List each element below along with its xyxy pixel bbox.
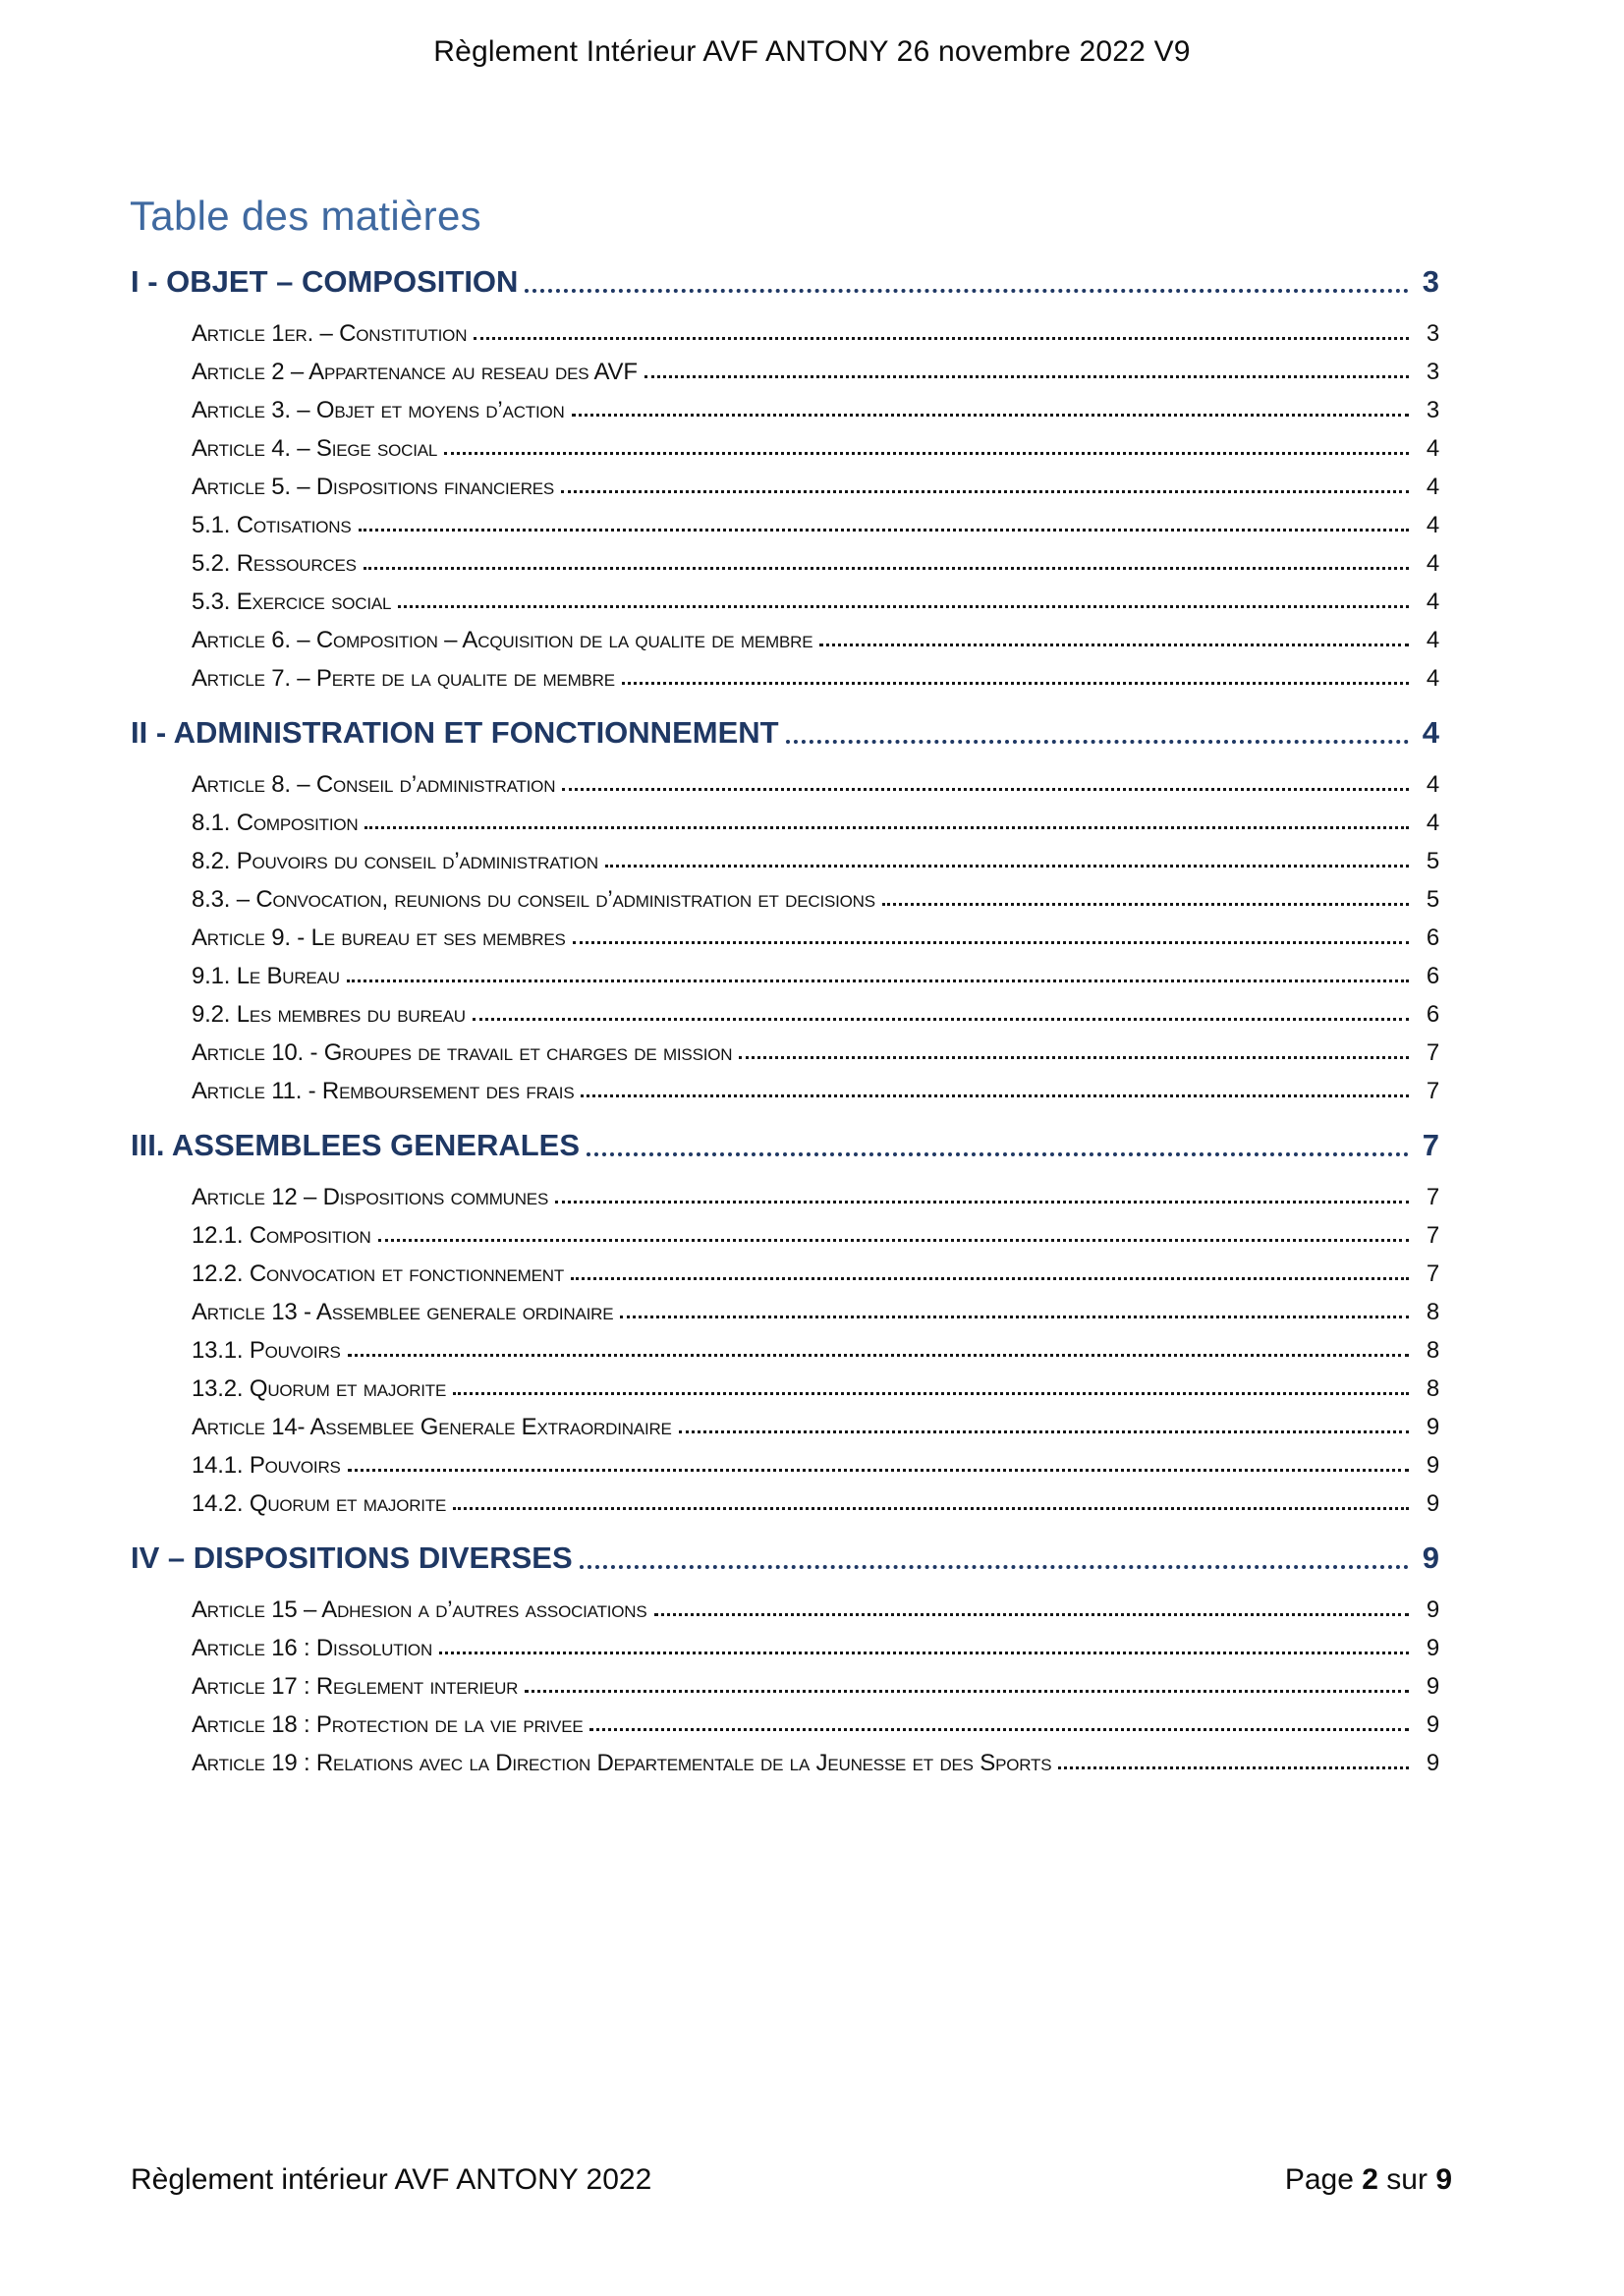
toc-entry-page-number: 9: [1426, 1673, 1439, 1700]
toc-entry-label: Article 7. – Perte de la qualite de membre: [192, 665, 615, 692]
toc-article-row[interactable]: [192, 887, 1439, 912]
toc-entry-page-number: 6: [1426, 924, 1439, 951]
toc-leader-dots: [605, 865, 1409, 868]
toc-entry-label: Article 3. – Objet et moyens d’action: [192, 397, 565, 423]
toc-leader-dots: [364, 567, 1409, 570]
toc-leader-dots: [571, 1277, 1409, 1280]
toc-entry-label: Article 13 - Assemblee generale ordinaire: [192, 1299, 614, 1325]
toc-entry-label: IV – DISPOSITIONS DIVERSES: [131, 1540, 573, 1575]
toc-entry-label: Article 14- Assemblee Generale Extraordinaire: [192, 1414, 672, 1440]
toc-article-row[interactable]: [192, 475, 1439, 499]
toc-entry-label: 8.2. Pouvoirs du conseil d’administration: [192, 848, 598, 874]
table-of-contents: [131, 263, 1439, 1789]
toc-article-row[interactable]: [192, 1751, 1439, 1775]
toc-entry-label: Article 10. - Groupes de travail et charges de mission: [192, 1039, 733, 1066]
toc-article-row[interactable]: [192, 398, 1439, 422]
footer-of-word: sur: [1377, 2163, 1436, 2196]
toc-leader-dots: [739, 1056, 1409, 1059]
toc-entry-page-number: 9: [1426, 1750, 1439, 1776]
toc-entry-page-number: 7: [1426, 1184, 1439, 1210]
toc-entry-label: 13.1. Pouvoirs: [192, 1337, 341, 1364]
toc-article-row[interactable]: [192, 1376, 1439, 1401]
toc-article-row[interactable]: [192, 1185, 1439, 1209]
toc-article-row[interactable]: [192, 1223, 1439, 1248]
toc-leader-dots: [525, 1690, 1409, 1693]
toc-leader-dots: [679, 1430, 1409, 1433]
toc-entry-label: 5.1. Cotisations: [192, 512, 352, 538]
toc-entry-page-number: 7: [1426, 1039, 1439, 1066]
toc-entry-page-number: 5: [1426, 848, 1439, 874]
toc-entry-label: Article 16 : Dissolution: [192, 1635, 433, 1661]
toc-article-row[interactable]: [192, 1338, 1439, 1363]
toc-leader-dots: [378, 1239, 1409, 1242]
toc-entry-label: I - OBJET – COMPOSITION: [131, 264, 519, 299]
toc-leader-dots: [473, 1018, 1409, 1021]
toc-entry-label: 13.2. Quorum et majorite: [192, 1375, 447, 1402]
toc-article-row[interactable]: [192, 628, 1439, 652]
footer-page-word: Page: [1284, 2163, 1363, 2196]
toc-leader-dots: [562, 788, 1409, 791]
toc-section-row[interactable]: [131, 714, 1439, 751]
toc-entry-page-number: 4: [1426, 665, 1439, 692]
toc-entry-page-number: 9: [1426, 1490, 1439, 1517]
toc-article-row[interactable]: [192, 1300, 1439, 1324]
toc-entry-page-number: 8: [1426, 1337, 1439, 1364]
toc-leader-dots: [439, 1652, 1409, 1654]
toc-section-row[interactable]: [131, 263, 1439, 300]
toc-entry-label: Article 4. – Siege social: [192, 435, 438, 462]
toc-entry-page-number: 9: [1426, 1414, 1439, 1440]
toc-article-row[interactable]: [192, 1597, 1439, 1622]
toc-entry-page-number: 3: [1426, 320, 1439, 347]
toc-article-row[interactable]: [192, 964, 1439, 988]
toc-leader-dots: [572, 414, 1409, 417]
toc-entry-label: 9.2. Les membres du bureau: [192, 1001, 466, 1028]
toc-leader-dots: [587, 1152, 1409, 1156]
toc-leader-dots: [444, 452, 1409, 455]
toc-section-row[interactable]: [131, 1540, 1439, 1576]
toc-leader-dots: [398, 605, 1409, 608]
toc-entry-label: Article 15 – Adhesion a d’autres associations: [192, 1596, 647, 1623]
toc-entry-label: Article 9. - Le bureau et ses membres: [192, 924, 566, 951]
toc-leader-dots: [1058, 1766, 1409, 1769]
toc-article-row[interactable]: [192, 1415, 1439, 1439]
toc-article-row[interactable]: [192, 1712, 1439, 1737]
toc-article-row[interactable]: [192, 1261, 1439, 1286]
document-header: Règlement Intérieur AVF ANTONY 26 novembre 2022 V9: [433, 35, 1191, 68]
toc-entry-label: 5.3. Exercice social: [192, 588, 392, 615]
toc-entry-page-number: 4: [1426, 810, 1439, 836]
toc-entry-label: Article 11. - Remboursement des frais: [192, 1078, 575, 1104]
toc-article-row[interactable]: [192, 772, 1439, 797]
toc-leader-dots: [555, 1201, 1409, 1204]
toc-leader-dots: [580, 1565, 1409, 1569]
toc-entry-page-number: 4: [1426, 627, 1439, 653]
footer-page-current: 2: [1362, 2163, 1378, 2196]
toc-leader-dots: [359, 529, 1409, 532]
toc-entry-page-number: 3: [1422, 264, 1439, 299]
toc-article-row[interactable]: [192, 1040, 1439, 1065]
toc-entry-label: III. ASSEMBLEES GENERALES: [131, 1128, 581, 1162]
toc-entry-page-number: 7: [1426, 1260, 1439, 1287]
toc-entry-label: 9.1. Le Bureau: [192, 963, 340, 989]
toc-leader-dots: [364, 826, 1409, 829]
toc-entry-page-number: 4: [1426, 588, 1439, 615]
toc-entry-label: II - ADMINISTRATION ET FONCTIONNEMENT: [131, 715, 779, 750]
toc-article-row[interactable]: [192, 1079, 1439, 1103]
toc-entry-label: 8.3. – Convocation, reunions du conseil d’administration et decisions: [192, 886, 875, 913]
toc-entry-page-number: 3: [1426, 359, 1439, 385]
footer-doc-name: Règlement intérieur AVF ANTONY 2022: [131, 2163, 652, 2196]
toc-entry-label: Article 12 – Dispositions communes: [192, 1184, 549, 1210]
toc-article-row[interactable]: [192, 589, 1439, 614]
toc-leader-dots: [882, 903, 1409, 906]
toc-leader-dots: [589, 1728, 1409, 1731]
toc-leader-dots: [453, 1507, 1409, 1510]
toc-entry-page-number: 8: [1426, 1299, 1439, 1325]
toc-entry-page-number: 6: [1426, 963, 1439, 989]
toc-entry-page-number: 5: [1426, 886, 1439, 913]
toc-entry-label: 14.1. Pouvoirs: [192, 1452, 341, 1479]
toc-leader-dots: [348, 1469, 1409, 1472]
footer-page-indicator: [1285, 2163, 1452, 2197]
toc-article-row[interactable]: [192, 1453, 1439, 1478]
toc-article-row[interactable]: [192, 1636, 1439, 1660]
toc-entry-label: Article 6. – Composition – Acquisition de la qualite de membre: [192, 627, 813, 653]
toc-entry-label: 14.2. Quorum et majorite: [192, 1490, 447, 1517]
toc-entry-page-number: 4: [1426, 435, 1439, 462]
toc-entry-page-number: 4: [1422, 715, 1439, 750]
toc-leader-dots: [474, 337, 1409, 340]
toc-entry-page-number: 4: [1426, 771, 1439, 798]
toc-section-row[interactable]: [131, 1127, 1439, 1163]
toc-leader-dots: [581, 1094, 1409, 1097]
toc-entry-label: Article 18 : Protection de la vie privee: [192, 1711, 584, 1738]
toc-article-row[interactable]: [192, 666, 1439, 691]
toc-entry-page-number: 7: [1426, 1222, 1439, 1249]
toc-entry-page-number: 9: [1426, 1635, 1439, 1661]
toc-article-row[interactable]: [192, 849, 1439, 873]
toc-article-row[interactable]: [192, 321, 1439, 346]
toc-article-row[interactable]: [192, 1674, 1439, 1699]
toc-entry-page-number: 8: [1426, 1375, 1439, 1402]
toc-article-row[interactable]: [192, 360, 1439, 384]
toc-leader-dots: [561, 490, 1409, 493]
footer-page-total: 9: [1435, 2163, 1452, 2196]
toc-entry-label: Article 1er. – Constitution: [192, 320, 468, 347]
toc-leader-dots: [654, 1613, 1409, 1616]
toc-entry-page-number: 9: [1426, 1596, 1439, 1623]
toc-entry-label: 8.1. Composition: [192, 810, 359, 836]
toc-leader-dots: [453, 1392, 1409, 1395]
toc-leader-dots: [622, 682, 1409, 685]
toc-article-row[interactable]: [192, 811, 1439, 835]
toc-title: Table des matières: [130, 193, 481, 239]
toc-entry-page-number: 4: [1426, 550, 1439, 577]
toc-entry-label: Article 5. – Dispositions financieres: [192, 474, 555, 500]
toc-entry-page-number: 3: [1426, 397, 1439, 423]
toc-entry-label: 5.2. Ressources: [192, 550, 357, 577]
toc-entry-page-number: 6: [1426, 1001, 1439, 1028]
toc-entry-label: Article 19 : Relations avec la Direction Departementale de la Jeunesse et des Sports: [192, 1750, 1052, 1776]
toc-entry-label: 12.2. Convocation et fonctionnement: [192, 1260, 565, 1287]
toc-article-row[interactable]: [192, 1002, 1439, 1027]
toc-entry-page-number: 4: [1426, 474, 1439, 500]
page-footer: [131, 2163, 1452, 2197]
toc-entry-page-number: 9: [1426, 1452, 1439, 1479]
toc-entry-label: Article 8. – Conseil d’administration: [192, 771, 556, 798]
toc-article-row[interactable]: [192, 436, 1439, 461]
toc-leader-dots: [620, 1316, 1409, 1318]
toc-leader-dots: [525, 289, 1409, 293]
toc-leader-dots: [819, 644, 1409, 646]
toc-article-row[interactable]: [192, 513, 1439, 537]
toc-article-row[interactable]: [192, 925, 1439, 950]
toc-entry-page-number: 9: [1422, 1540, 1439, 1575]
toc-entry-label: Article 2 – Appartenance au reseau des AVF: [192, 359, 638, 385]
toc-leader-dots: [573, 941, 1409, 944]
toc-entry-page-number: 7: [1426, 1078, 1439, 1104]
toc-entry-page-number: 9: [1426, 1711, 1439, 1738]
toc-entry-label: Article 17 : Reglement interieur: [192, 1673, 519, 1700]
toc-entry-page-number: 4: [1426, 512, 1439, 538]
toc-article-row[interactable]: [192, 1491, 1439, 1516]
toc-leader-dots: [644, 375, 1409, 378]
toc-entry-label: 12.1. Composition: [192, 1222, 371, 1249]
toc-article-row[interactable]: [192, 551, 1439, 576]
toc-leader-dots: [348, 1354, 1409, 1357]
toc-leader-dots: [786, 740, 1409, 744]
toc-entry-page-number: 7: [1422, 1128, 1439, 1162]
toc-leader-dots: [347, 980, 1409, 982]
